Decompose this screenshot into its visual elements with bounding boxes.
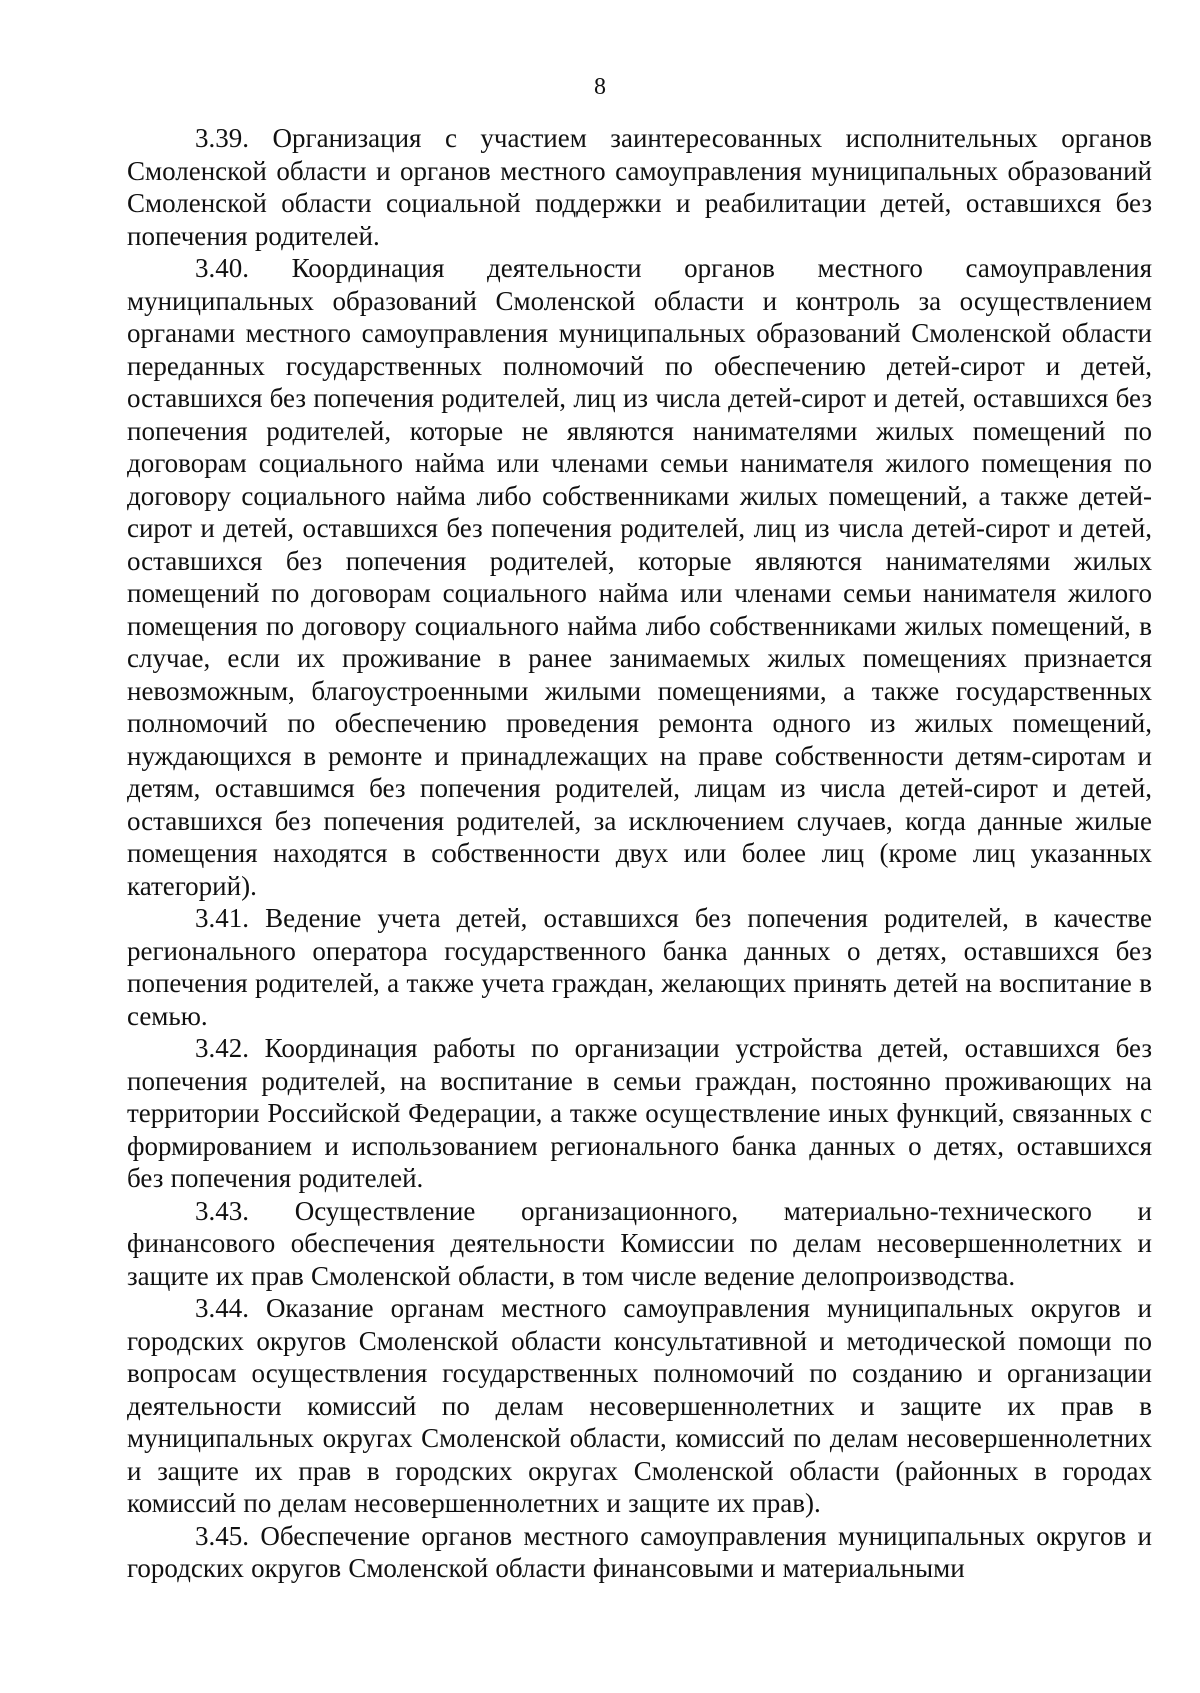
paragraph-3-39 (127, 122, 1152, 252)
paragraph-3-40 (127, 252, 1152, 902)
page-number: 8 (594, 74, 606, 100)
paragraph-text: Координация работы по организации устройства детей, оставшихся без попечения родителей, на воспитание в семьи граждан, постоянно проживающих на территории Российской Федерации, а также осуществление иных функций, связанных с формированием и использованием регионального банка данных о детях, оставшихся без попечения родителей. (127, 1033, 1152, 1193)
paragraph-3-42 (127, 1032, 1152, 1195)
paragraph-3-45 (127, 1520, 1152, 1585)
paragraph-text: Организация с участием заинтересованных исполнительных органов Смоленской области и органов местного самоуправления муниципальных образований Смоленской области социальной поддержки и реабилитации детей, оставшихся без попечения родителей. (127, 123, 1153, 251)
paragraph-number: 3.39. (195, 123, 249, 153)
paragraph-3-41 (127, 902, 1152, 1032)
paragraph-number: 3.42. (195, 1033, 249, 1063)
paragraph-3-44 (127, 1292, 1152, 1520)
paragraph-number: 3.45. (195, 1520, 249, 1551)
paragraph-text: Осуществление организационного, материально-технического и финансового обеспечения деятельности Комиссии по делам несовершеннолетних и защите их прав Смоленской области, в том числе ведение делопроизводства. (127, 1195, 1153, 1291)
paragraph-number: 3.43. (195, 1195, 249, 1226)
paragraph-number: 3.40. (195, 253, 249, 283)
paragraph-number: 3.44. (195, 1293, 249, 1323)
paragraph-text: Ведение учета детей, оставшихся без попечения родителей, в качестве регионального оператора государственного банка данных о детях, оставшихся без попечения родителей, а также учета граждан, желающих принять детей на воспитание в семью. (127, 903, 1153, 1031)
paragraph-text: Оказание органам местного самоуправления муниципальных округов и городских округов Смоленской области консультативной и методической помощи по вопросам осуществления государственных полномочий по созданию и организации деятельности комиссий по делам несовершеннолетних и защите их прав в муниципальных округах Смоленской области, комиссий по делам несовершеннолетних и защите их прав в городских округах Смоленской области (районных в городах комиссий по делам несовершеннолетних и защите их прав). (127, 1293, 1152, 1518)
paragraph-text: Координация деятельности органов местного самоуправления муниципальных образований Смоленской области и контроль за осуществлением органами местного самоуправления муниципальных образований Смоленской области переданных государственных полномочий по обеспечению детей-сирот и детей, оставшихся без попечения родителей, лиц из числа детей-сирот и детей, оставшихся без попечения родителей, которые не являются нанимателями жилых помещений по договорам социального найма или членами семьи нанимателя жилого помещения по договору социального найма либо собственниками жилых помещений, а также детей-сирот и детей, оставшихся без попечения родителей, лиц из числа детей-сирот и детей, оставшихся без попечения родителей, которые являются нанимателями жилых помещений по договорам социального найма или членами семьи нанимателя жилого помещения по договору социального найма либо собственниками жилых помещений, в случае, если их проживание в ранее занимаемых жилых помещениях признается невозможным, благоустроенными жилыми помещениями, а также государственных полномочий по обеспечению проведения ремонта одного из жилых помещений, нуждающихся в ремонте и принадлежащих на праве собственности детям-сиротам и детям, оставшимся без попечения родителей, лицам из числа детей-сирот и детей, оставшихся без попечения родителей, за исключением случаев, когда данные жилые помещения находятся в собственности двух или более лиц (кроме лиц указанных категорий). (127, 253, 1152, 901)
paragraph-3-43 (127, 1195, 1152, 1293)
paragraph-number: 3.41. (195, 903, 249, 933)
document-body (127, 122, 1152, 1585)
paragraph-text: Обеспечение органов местного самоуправления муниципальных округов и городских округов Смоленской области финансовыми и материальными (127, 1520, 1152, 1583)
